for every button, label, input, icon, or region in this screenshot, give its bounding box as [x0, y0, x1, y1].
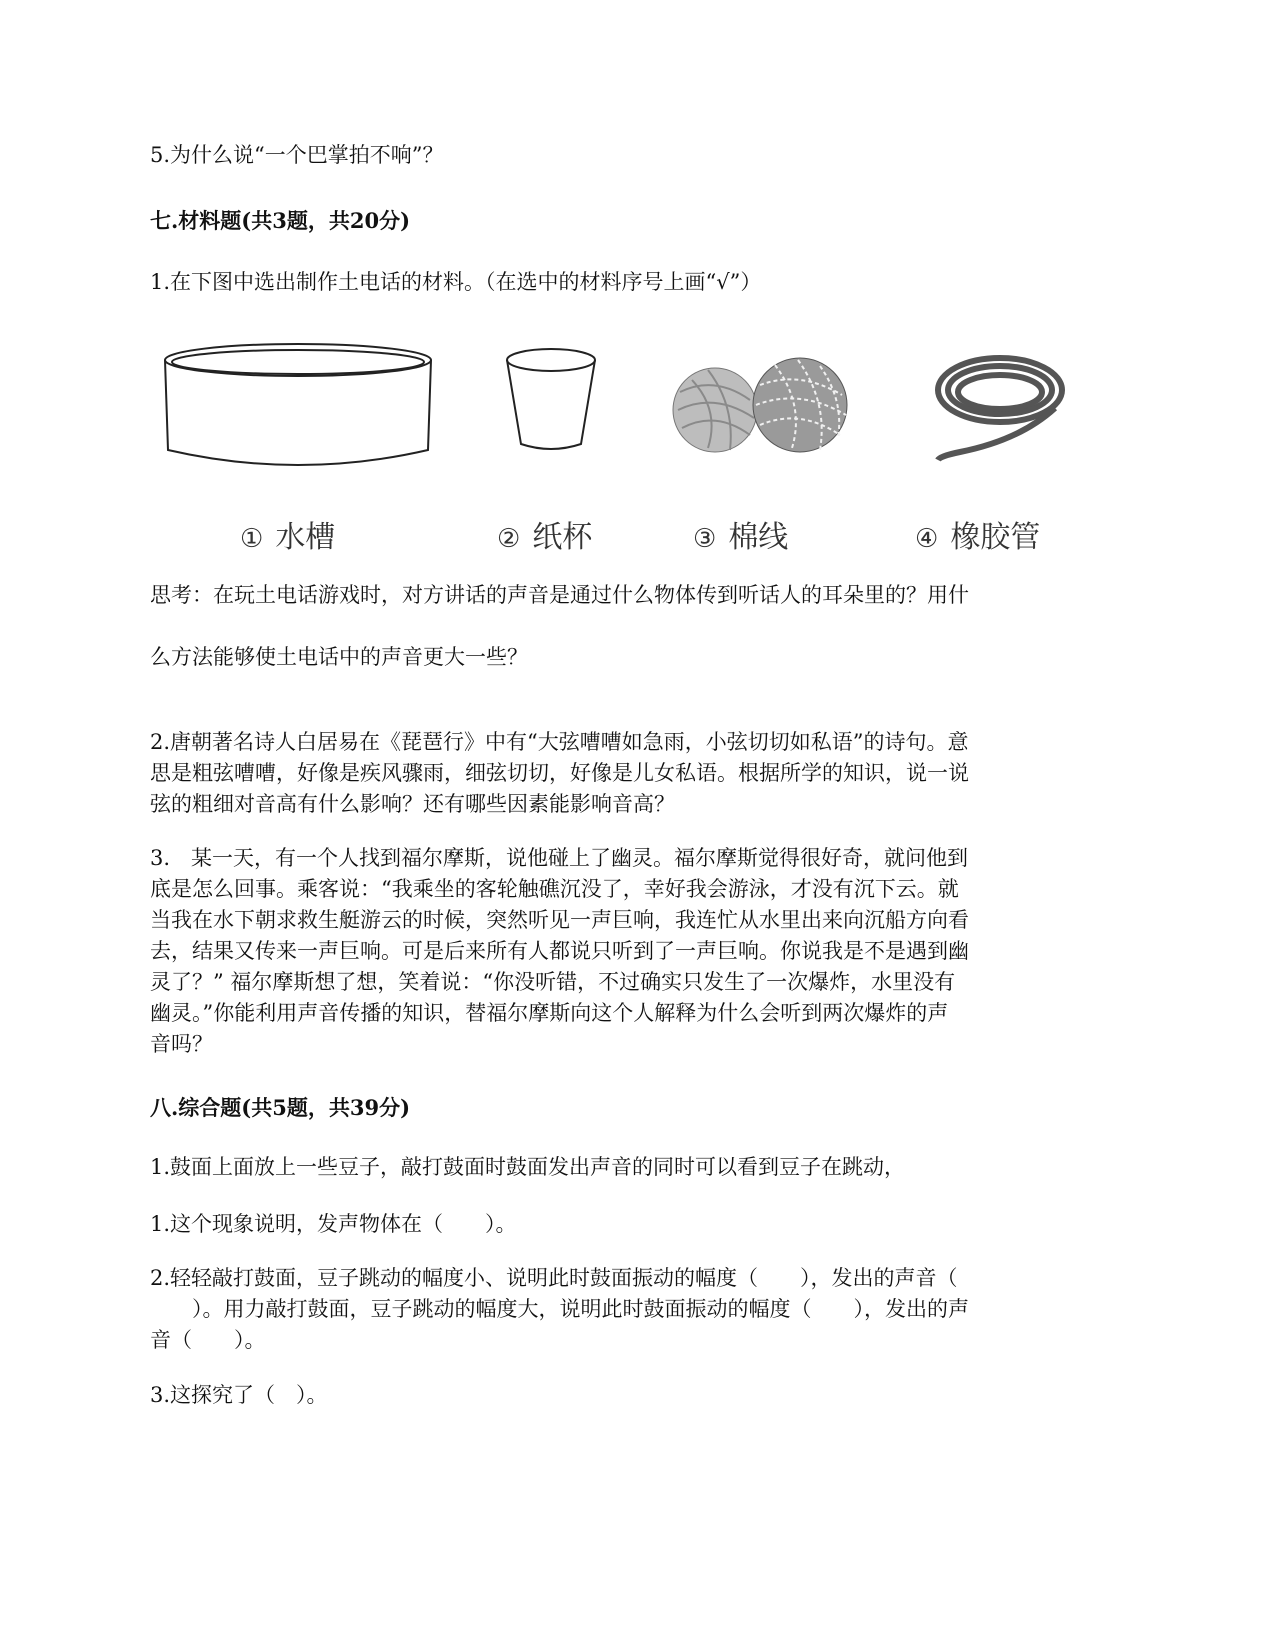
section-8-heading: 八.综合题(共5题，共39分)	[150, 1095, 411, 1120]
figure-label-4: ④ 橡胶管	[915, 520, 1041, 555]
material-question-3-line-3: 当我在水下朝求救生艇游云的时候，突然听见一声巨响，我连忙从水里出来向沉船方向看	[150, 908, 969, 932]
water-trough-icon	[165, 344, 431, 465]
material-question-3-line-5: 灵了？” 福尔摩斯想了想，笑着说：“你没听错，不过确实只发生了一次爆炸，水里没有	[150, 970, 956, 994]
sub-question-2-line-3: 音（ ）。	[150, 1328, 266, 1352]
figure-label-2: ② 纸杯	[497, 520, 593, 555]
sub-question-2-line-1: 2.轻轻敲打鼓面，豆子跳动的幅度小、说明此时鼓面振动的幅度（ ），发出的声音（	[150, 1266, 958, 1290]
think-text-line-1: 思考：在玩土电话游戏时，对方讲话的声音是通过什么物体传到听话人的耳朵里的？用什	[150, 583, 969, 607]
rubber-tube-icon	[938, 358, 1062, 460]
material-question-3-line-2: 底是怎么回事。乘客说：“我乘坐的客轮触礁沉没了，幸好我会游泳，才没有沉下云。就	[150, 877, 959, 901]
figure-label-1: ① 水槽	[240, 520, 336, 555]
figure-label-3: ③ 棉线	[693, 520, 789, 555]
material-question-3-line-6: 幽灵。”你能利用声音传播的知识，替福尔摩斯向这个人解释为什么会听到两次爆炸的声	[150, 1001, 949, 1025]
sub-question-1-text: 1.这个现象说明，发声物体在（ ）。	[150, 1212, 517, 1236]
think-text-line-2: 么方法能够使土电话中的声音更大一些？	[150, 645, 528, 669]
material-question-3-line-1: 3. 某一天，有一个人找到福尔摩斯，说他碰上了幽灵。福尔摩斯觉得很好奇，就问他到	[150, 846, 969, 870]
sub-question-2-line-2: ）。用力敲打鼓面，豆子跳动的幅度大，说明此时鼓面振动的幅度（ ），发出的声	[150, 1297, 969, 1321]
material-question-2-line-3: 弦的粗细对音高有什么影响？还有哪些因素能影响音高？	[150, 792, 675, 816]
sub-question-3-text: 3.这探究了（ ）。	[150, 1383, 328, 1407]
material-question-2-line-1: 2.唐朝著名诗人白居易在《琵琶行》中有“大弦嘈嘈如急雨，小弦切切如私语”的诗句。意	[150, 730, 969, 754]
comprehensive-question-1-text: 1.鼓面上面放上一些豆子，敲打鼓面时鼓面发出声音的同时可以看到豆子在跳动，	[150, 1155, 906, 1179]
material-question-3-line-4: 去，结果又传来一声巨响。可是后来所有人都说只听到了一声巨响。你说我是不是遇到幽	[150, 939, 969, 963]
section-7-heading: 七.材料题(共3题，共20分)	[150, 208, 411, 233]
material-question-1-text: 1.在下图中选出制作土电话的材料。（在选中的材料序号上画“√”）	[150, 270, 762, 294]
question-5-text: 5.为什么说“一个巴掌拍不响”？	[150, 143, 444, 167]
paper-cup-icon	[507, 349, 595, 449]
cotton-thread-icon	[673, 358, 847, 452]
material-question-2-line-2: 思是粗弦嘈嘈，好像是疾风骤雨，细弦切切，好像是儿女私语。根据所学的知识，说一说	[150, 761, 969, 785]
material-question-3-line-7: 音吗？	[150, 1032, 213, 1056]
